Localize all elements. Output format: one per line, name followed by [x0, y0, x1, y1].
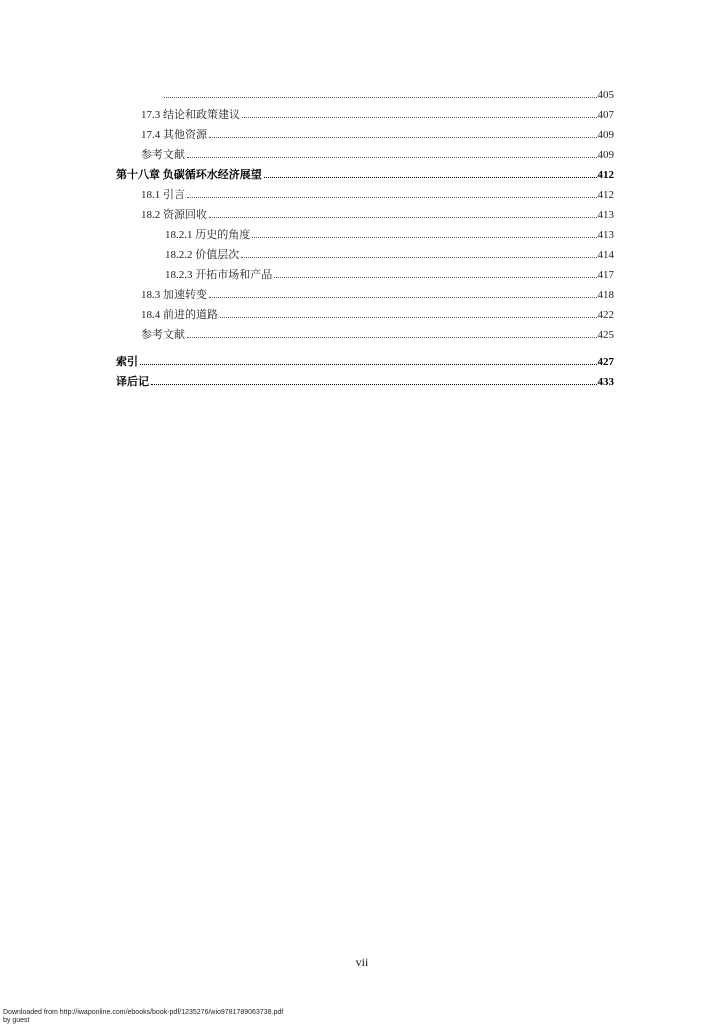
toc-page-number: 413	[597, 209, 614, 221]
dot-leader	[164, 88, 597, 98]
download-notice	[3, 1009, 283, 1025]
toc-page-number: 407	[597, 109, 614, 121]
dot-leader	[274, 268, 596, 278]
dot-leader	[209, 128, 597, 138]
toc-entry-18-2[interactable]	[141, 208, 614, 222]
dot-leader	[187, 188, 597, 198]
toc-page-number: 425	[597, 329, 614, 341]
toc-page-number: 405	[597, 89, 614, 101]
toc-page-number: 427	[597, 356, 614, 368]
toc-entry-18-2-3[interactable]	[165, 268, 614, 282]
dot-leader	[187, 148, 597, 158]
toc-page-number: 433	[597, 376, 614, 388]
toc-page-number: 412	[597, 189, 614, 201]
toc-entry-label: 参考文献	[141, 149, 185, 161]
page-number-footer: vii	[355, 955, 369, 969]
toc-entry-label: 译后记	[116, 376, 149, 388]
download-by-text: by guest	[3, 1017, 30, 1024]
toc-entry-label: 18.3 加速转变	[141, 289, 207, 301]
toc-page-number: 422	[597, 309, 614, 321]
toc-entry-label: 18.4 前进的道路	[141, 309, 218, 321]
toc-entry-18-4[interactable]	[141, 308, 614, 322]
toc-entry-18-2-1[interactable]	[165, 228, 614, 242]
toc-entry-label: 18.2.3 开拓市场和产品	[165, 269, 273, 281]
toc-entry-references-18[interactable]	[141, 328, 614, 342]
toc-entry-label: 18.1 引言	[141, 189, 185, 201]
toc-entry-17-3[interactable]	[141, 108, 614, 122]
toc-entry-label: 18.2 资源回收	[141, 209, 207, 221]
dot-leader	[241, 248, 596, 258]
dot-leader	[209, 208, 597, 218]
dot-leader	[264, 168, 597, 178]
toc-page-number: 414	[597, 249, 614, 261]
dot-leader	[252, 228, 596, 238]
toc-entry-label: 17.3 结论和政策建议	[141, 109, 240, 121]
dot-leader	[187, 328, 597, 338]
toc-entry-18-1[interactable]	[141, 188, 614, 202]
toc-entry-18-3[interactable]	[141, 288, 614, 302]
dot-leader	[209, 288, 597, 298]
toc-entry-label: 18.2.1 历史的角度	[165, 229, 251, 241]
dot-leader	[140, 355, 597, 365]
toc-entry-label: 参考文献	[141, 329, 185, 341]
dot-leader	[220, 308, 597, 318]
dot-leader	[242, 108, 597, 118]
toc-entry-chapter-18[interactable]	[116, 168, 614, 182]
toc-entry-label: 17.4 其他资源	[141, 129, 207, 141]
toc-entry-17-4[interactable]	[141, 128, 614, 142]
toc-entry-continuation[interactable]	[163, 88, 614, 102]
dot-leader	[151, 375, 597, 385]
toc-entry-label: 索引	[116, 356, 138, 368]
toc-entry-index[interactable]	[116, 355, 614, 369]
toc-page-number: 413	[597, 229, 614, 241]
toc-entry-label: 18.2.2 价值层次	[165, 249, 240, 261]
toc-entry-references-17[interactable]	[141, 148, 614, 162]
toc-entry-label: 第十八章 负碳循环水经济展望	[116, 169, 262, 181]
download-url-text[interactable]: Downloaded from http://iwaponline.com/ebooks/book-pdf/1235276/wio9781789063738.pdf	[3, 1009, 284, 1016]
toc-page-number: 412	[597, 169, 614, 181]
toc-page-number: 409	[597, 129, 614, 141]
toc-entry-18-2-2[interactable]	[165, 248, 614, 262]
toc-page-number: 409	[597, 149, 614, 161]
toc-entry-afterword[interactable]	[116, 375, 614, 389]
toc-page-number: 418	[597, 289, 614, 301]
toc-page-number: 417	[597, 269, 614, 281]
